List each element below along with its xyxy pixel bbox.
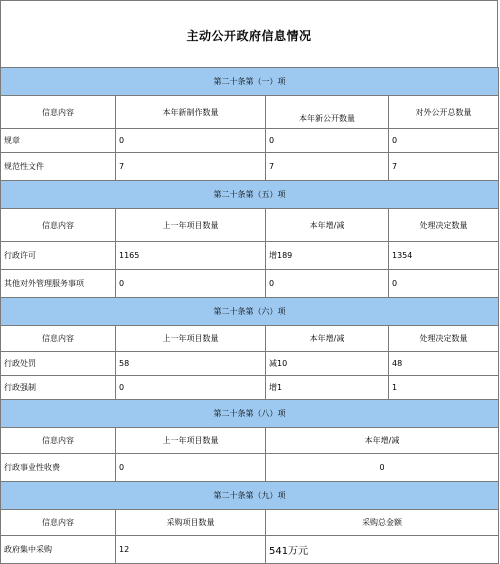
- section-heading: 第二十条第（一）项: [1, 68, 499, 96]
- table-row: [1, 352, 499, 376]
- column-header: 信息内容: [1, 209, 116, 242]
- section-heading: 第二十条第（八）项: [1, 400, 499, 428]
- row-label: 行政处罚: [1, 352, 116, 376]
- header-row: [1, 326, 499, 352]
- table-cell: 0: [116, 376, 266, 400]
- table-cell: 541万元: [266, 536, 499, 564]
- section-heading-row: [1, 400, 499, 428]
- table-cell: 减10: [266, 352, 389, 376]
- table-cell: 0: [266, 454, 499, 482]
- header-row: [1, 209, 499, 242]
- row-label: 其他对外管理服务事项: [1, 270, 116, 298]
- column-header: 上一年项目数量: [116, 428, 266, 454]
- table-cell: 0: [116, 270, 266, 298]
- section-heading: 第二十条第（六）项: [1, 298, 499, 326]
- column-header: 上一年项目数量: [116, 326, 266, 352]
- section-heading-row: [1, 181, 499, 209]
- table-cell: 0: [389, 270, 499, 298]
- column-header: 信息内容: [1, 96, 116, 129]
- section-heading: 第二十条第（五）项: [1, 181, 499, 209]
- table-cell: 0: [266, 129, 389, 153]
- table-cell: 增1: [266, 376, 389, 400]
- column-header: 信息内容: [1, 326, 116, 352]
- column-header: 本年新制作数量: [116, 96, 266, 129]
- row-label: 规章: [1, 129, 116, 153]
- table-cell: 0: [116, 454, 266, 482]
- column-header: 信息内容: [1, 428, 116, 454]
- table-cell: 1: [389, 376, 499, 400]
- table-row: [1, 153, 499, 181]
- section-heading-row: [1, 298, 499, 326]
- table-cell: 0: [266, 270, 389, 298]
- column-header: 上一年项目数量: [116, 209, 266, 242]
- header-row: [1, 510, 499, 536]
- table-cell: 1165: [116, 242, 266, 270]
- title-area: [0, 0, 498, 67]
- table-row: [1, 242, 499, 270]
- table-cell: 增189: [266, 242, 389, 270]
- section-heading-row: [1, 482, 499, 510]
- table-row: [1, 270, 499, 298]
- table-row: [1, 536, 499, 564]
- table-cell: 7: [389, 153, 499, 181]
- row-label: 行政许可: [1, 242, 116, 270]
- table-cell: 7: [266, 153, 389, 181]
- table-cell: 1354: [389, 242, 499, 270]
- disclosure-table: [0, 67, 499, 564]
- column-header: 本年增/减: [266, 326, 389, 352]
- row-label: 政府集中采购: [1, 536, 116, 564]
- page-title: 主动公开政府信息情况: [186, 29, 312, 43]
- column-header: 本年增/减: [266, 209, 389, 242]
- column-header: 采购总金额: [266, 510, 499, 536]
- row-label: 行政强制: [1, 376, 116, 400]
- column-header: 本年新公开数量: [266, 96, 389, 129]
- table-cell: 7: [116, 153, 266, 181]
- header-row: [1, 428, 499, 454]
- table-cell: 58: [116, 352, 266, 376]
- table-row: [1, 129, 499, 153]
- section-heading: 第二十条第（九）项: [1, 482, 499, 510]
- column-header: 对外公开总数量: [389, 96, 499, 129]
- column-header: 处理决定数量: [389, 209, 499, 242]
- table-row: [1, 376, 499, 400]
- column-header: 采购项目数量: [116, 510, 266, 536]
- table-row: [1, 454, 499, 482]
- section-heading-row: [1, 68, 499, 96]
- table-cell: 48: [389, 352, 499, 376]
- table-cell: 0: [116, 129, 266, 153]
- row-label: 规范性文件: [1, 153, 116, 181]
- row-label: 行政事业性收费: [1, 454, 116, 482]
- header-row: [1, 96, 499, 129]
- column-header: 信息内容: [1, 510, 116, 536]
- column-header: 本年增/减: [266, 428, 499, 454]
- table-cell: 12: [116, 536, 266, 564]
- table-cell: 0: [389, 129, 499, 153]
- column-header: 处理决定数量: [389, 326, 499, 352]
